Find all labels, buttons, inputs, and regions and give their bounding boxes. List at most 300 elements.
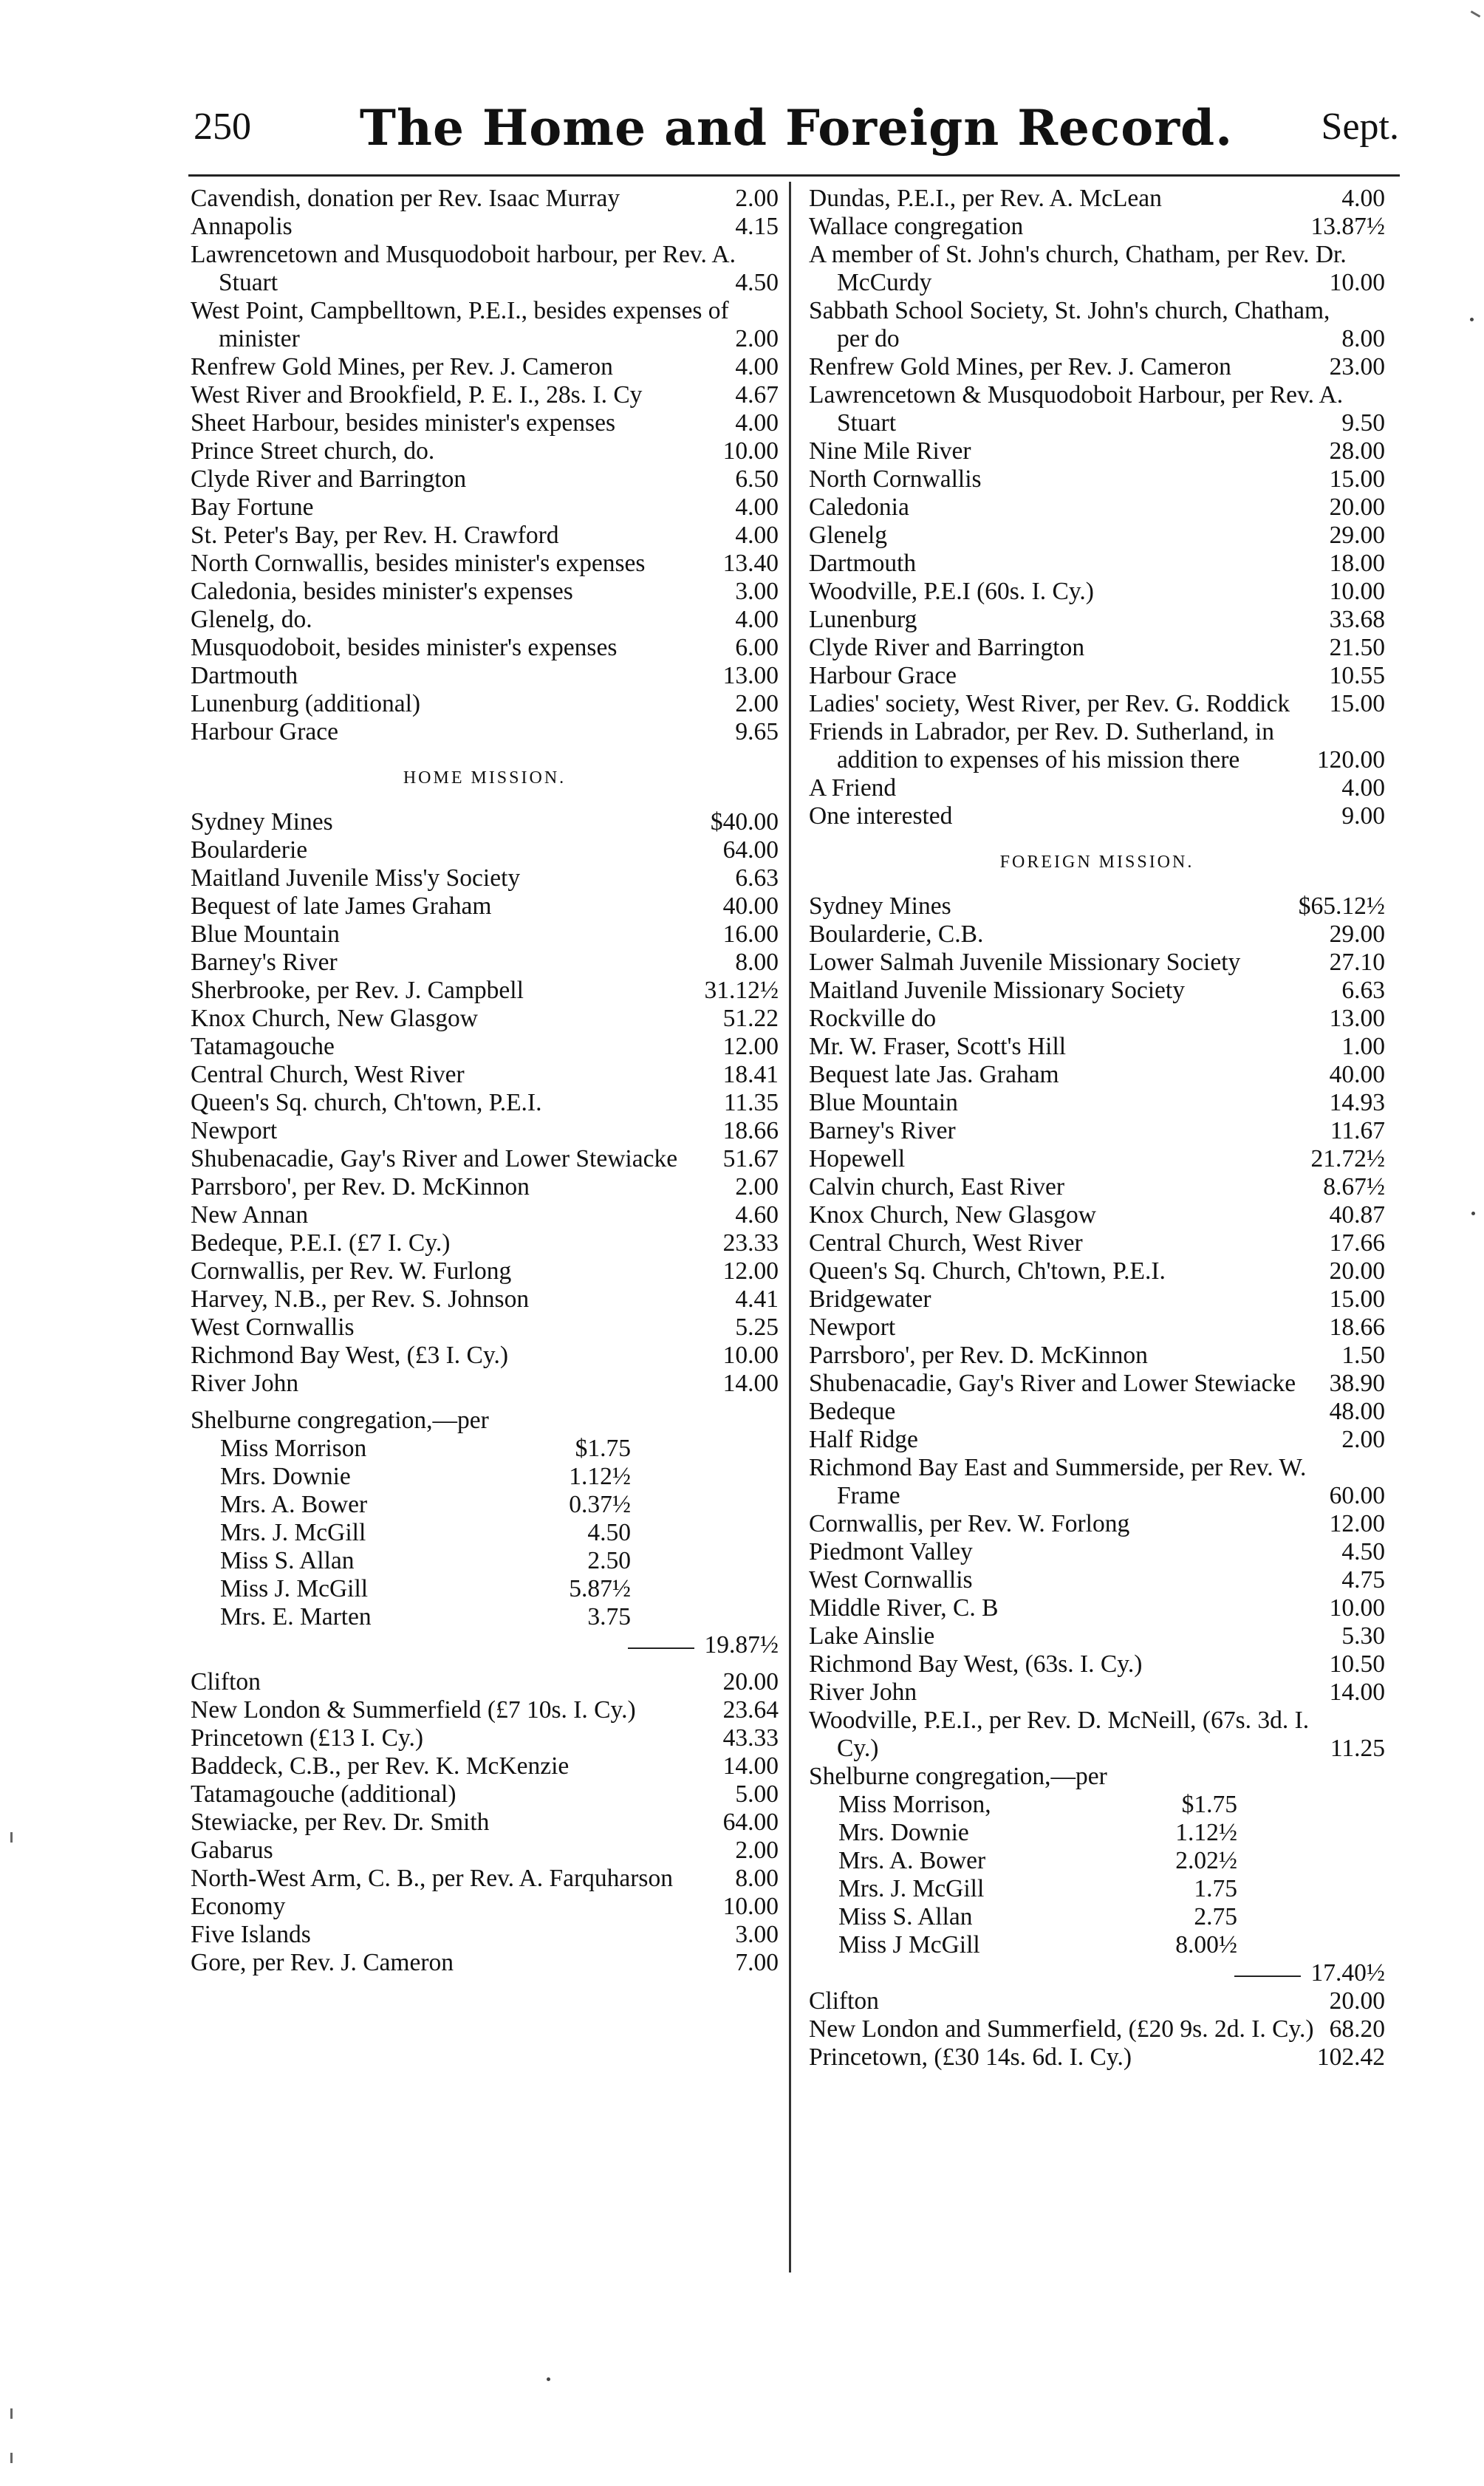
entry-name: Lake Ainslie: [809, 1622, 935, 1650]
entry-amount: 1.00: [1341, 1033, 1385, 1060]
list-item: [809, 1538, 1385, 1566]
entry-amount: 10.00: [1329, 269, 1385, 296]
list-item: [809, 241, 1385, 297]
entry-amount: 14.00: [1329, 1679, 1385, 1706]
list-item: [838, 1931, 1385, 1959]
entry-name: Dundas, P.E.I., per Rev. A. McLean: [809, 185, 1162, 212]
entry-name: Barney's River: [809, 1117, 956, 1144]
entry-amount: 23.64: [722, 1696, 779, 1724]
entry-amount: 27.10: [1329, 949, 1385, 976]
entry-name: Newport: [191, 1117, 278, 1144]
left-top-list: [191, 185, 779, 746]
entry-amount: 2.75: [1194, 1903, 1237, 1930]
entry-amount: 3.75: [587, 1603, 631, 1630]
entry-name: Clifton: [809, 1987, 879, 2015]
entry-amount: 10.00: [722, 437, 779, 465]
entry-amount: 13.00: [722, 662, 779, 689]
entry-amount: 2.00: [735, 1837, 779, 1864]
list-item: [220, 1463, 779, 1491]
entry-amount: 23.00: [1329, 353, 1385, 380]
list-item: [809, 718, 1385, 774]
entry-amount: 14.93: [1329, 1089, 1385, 1116]
entry-name: Parrsboro', per Rev. D. McKinnon: [191, 1173, 530, 1201]
entry-amount: 15.00: [1329, 690, 1385, 717]
list-item: [809, 1005, 1385, 1033]
margin-speck: [1471, 1212, 1475, 1215]
entry-amount: 4.00: [735, 606, 779, 633]
entry-name: North Cornwallis: [809, 465, 982, 493]
list-item: [809, 494, 1385, 522]
list-item: [191, 1089, 779, 1117]
list-item: [809, 1342, 1385, 1370]
list-item: [838, 1875, 1385, 1903]
list-item: [809, 690, 1385, 718]
entry-amount: 8.00: [735, 1865, 779, 1892]
entry-amount: $40.00: [710, 808, 779, 836]
entry-amount: 29.00: [1329, 921, 1385, 948]
entry-amount: 18.00: [1329, 550, 1385, 577]
entry-amount: 12.00: [1329, 1510, 1385, 1537]
list-item: [191, 437, 779, 465]
entry-name: Mrs. Downie: [220, 1463, 351, 1490]
list-item: [809, 1622, 1385, 1650]
entry-name: Hopewell: [809, 1145, 906, 1172]
entry-name: Miss Morrison,: [838, 1791, 991, 1818]
entry-amount: 13.40: [722, 550, 779, 577]
entry-name: Bedeque: [809, 1398, 896, 1425]
entry-amount: 3.00: [735, 1921, 779, 1948]
entry-name: North Cornwallis, besides minister's expenses: [191, 550, 646, 577]
entry-name: Lawrencetown and Musquodoboit harbour, per Rev. A. Stuart: [191, 241, 736, 296]
right-shelburne-list: [809, 1791, 1385, 1959]
entry-amount: 2.00: [735, 1173, 779, 1201]
entry-amount: 28.00: [1329, 437, 1385, 465]
entry-amount: 10.00: [722, 1342, 779, 1369]
list-item: [191, 1285, 779, 1314]
home-mission-heading: HOME MISSION.: [403, 768, 567, 788]
entry-amount: 11.35: [723, 1089, 779, 1116]
list-item: [838, 1903, 1385, 1931]
list-item: [809, 1707, 1385, 1763]
entry-name: Blue Mountain: [809, 1089, 958, 1116]
list-item: [191, 550, 779, 578]
entry-name: A Friend: [809, 774, 897, 802]
entry-name: River John: [191, 1370, 299, 1397]
total-rule: [1234, 1976, 1301, 1977]
list-item: [191, 808, 779, 836]
entry-amount: 29.00: [1329, 522, 1385, 549]
foreign-mission-list: [809, 892, 1385, 1763]
list-item: [809, 185, 1385, 213]
list-item: [191, 1061, 779, 1089]
entry-name: Lunenburg: [809, 606, 917, 633]
entry-name: West Cornwallis: [809, 1566, 973, 1594]
entry-amount: 9.65: [735, 718, 779, 745]
entry-amount: 4.00: [735, 409, 779, 437]
entry-amount: 5.30: [1341, 1622, 1385, 1650]
list-item: [191, 381, 779, 409]
entry-amount: 4.00: [735, 522, 779, 549]
entry-name: Middle River, C. B: [809, 1594, 999, 1622]
list-item: [809, 1257, 1385, 1285]
entry-name: Musquodoboit, besides minister's expenses: [191, 634, 618, 661]
list-item: [220, 1435, 779, 1463]
entry-name: New London and Summerfield, (£20 9s. 2d. I. Cy.): [809, 2015, 1314, 2043]
entry-amount: 4.50: [587, 1519, 631, 1546]
entry-name: Harvey, N.B., per Rev. S. Johnson: [191, 1285, 530, 1313]
entry-name: Nine Mile River: [809, 437, 971, 465]
entry-amount: 2.00: [735, 325, 779, 352]
entry-name: Renfrew Gold Mines, per Rev. J. Cameron: [191, 353, 613, 380]
entry-name: Newport: [809, 1314, 896, 1341]
list-item: [191, 241, 779, 297]
entry-amount: 5.87½: [569, 1575, 631, 1602]
entry-name: Shubenacadie, Gay's River and Lower Stewiacke: [809, 1370, 1296, 1397]
entry-name: New Annan: [191, 1201, 309, 1229]
entry-name: Baddeck, C.B., per Rev. K. McKenzie: [191, 1752, 570, 1780]
right-shelburne-total: 17.40½: [1310, 1959, 1385, 1987]
list-item: [809, 977, 1385, 1005]
entry-amount: $1.75: [1181, 1791, 1237, 1818]
list-item: [191, 1201, 779, 1229]
entry-name: Bay Fortune: [191, 494, 314, 521]
entry-amount: 15.00: [1329, 465, 1385, 493]
list-item: [220, 1575, 779, 1603]
entry-amount: 20.00: [1329, 1257, 1385, 1285]
entry-name: Caledonia: [809, 494, 909, 521]
right-top-list: [809, 185, 1385, 830]
entry-amount: 18.66: [722, 1117, 779, 1144]
entry-amount: 12.00: [722, 1257, 779, 1285]
right-column: [809, 185, 1385, 2072]
entry-name: Boularderie, C.B.: [809, 921, 984, 948]
entry-amount: 2.02½: [1175, 1847, 1237, 1874]
entry-amount: 21.72½: [1310, 1145, 1385, 1172]
list-item: [191, 1921, 779, 1949]
list-item: [809, 1426, 1385, 1454]
entry-name: Gabarus: [191, 1837, 273, 1864]
entry-name: Knox Church, New Glasgow: [809, 1201, 1096, 1229]
page-header: [194, 95, 1399, 161]
entry-amount: 14.00: [722, 1370, 779, 1397]
left-shelburne-list: [191, 1435, 779, 1631]
entry-name: Cornwallis, per Rev. W. Furlong: [191, 1257, 512, 1285]
list-item: [191, 578, 779, 606]
entry-amount: 40.87: [1329, 1201, 1385, 1229]
entry-amount: 13.87½: [1310, 213, 1385, 240]
entry-amount: 33.68: [1329, 606, 1385, 633]
left-shelburne-heading: Shelburne congregation,—per: [191, 1407, 489, 1434]
entry-amount: 20.00: [1329, 1987, 1385, 2015]
entry-amount: 13.00: [1329, 1005, 1385, 1032]
entry-amount: 4.60: [735, 1201, 779, 1229]
entry-name: Glenelg: [809, 522, 888, 549]
entry-amount: 18.66: [1329, 1314, 1385, 1341]
page-month: Sept.: [1321, 106, 1399, 148]
entry-amount: 6.63: [735, 864, 779, 892]
entry-name: Tatamagouche: [191, 1033, 335, 1060]
list-item: [809, 1398, 1385, 1426]
column-divider: [789, 182, 791, 2272]
list-item: [191, 864, 779, 892]
entry-name: Central Church, West River: [191, 1061, 465, 1088]
corner-mark: [1471, 10, 1481, 18]
entry-amount: 10.00: [1329, 578, 1385, 605]
list-item: [809, 353, 1385, 381]
entry-amount: 17.66: [1329, 1229, 1385, 1257]
entry-amount: 1.12½: [569, 1463, 631, 1490]
entry-name: Parrsboro', per Rev. D. McKinnon: [809, 1342, 1148, 1369]
list-item: [191, 297, 779, 353]
home-mission-list: [191, 808, 779, 1398]
margin-speck: [10, 2408, 13, 2419]
list-item: [809, 1089, 1385, 1117]
entry-name: Harbour Grace: [191, 718, 338, 745]
entry-name: Princetown, (£30 14s. 6d. I. Cy.): [809, 2043, 1132, 2071]
list-item: [809, 1173, 1385, 1201]
right-shelburne-heading: Shelburne congregation,—per: [809, 1763, 1107, 1790]
list-item: [809, 1566, 1385, 1594]
list-item: [220, 1547, 779, 1575]
left-after-list: [191, 1668, 779, 1977]
entry-name: Bridgewater: [809, 1285, 931, 1313]
entry-name: Lunenburg (additional): [191, 690, 421, 717]
list-item: [191, 213, 779, 241]
left-shelburne-total-row: [191, 1631, 779, 1659]
entry-name: Queen's Sq. Church, Ch'town, P.E.I.: [809, 1257, 1166, 1285]
list-item: [191, 494, 779, 522]
list-item: [809, 1454, 1385, 1510]
entry-name: Mrs. E. Marten: [220, 1603, 372, 1630]
entry-name: Wallace congregation: [809, 213, 1024, 240]
margin-speck: [547, 2377, 550, 2381]
entry-amount: 6.50: [735, 465, 779, 493]
entry-name: Glenelg, do.: [191, 606, 312, 633]
entry-name: Rockville do: [809, 1005, 937, 1032]
list-item: [809, 921, 1385, 949]
entry-name: Miss J. McGill: [220, 1575, 369, 1602]
entry-name: Sheet Harbour, besides minister's expenses: [191, 409, 615, 437]
header-rule: [188, 174, 1400, 177]
entry-name: Annapolis: [191, 213, 293, 240]
entry-name: Lawrencetown & Musquodoboit Harbour, per Rev. A. Stuart: [809, 381, 1344, 437]
entry-amount: 102.42: [1316, 2043, 1385, 2071]
list-item: [191, 1314, 779, 1342]
list-item: [191, 1005, 779, 1033]
entry-name: Clyde River and Barrington: [809, 634, 1085, 661]
entry-name: West River and Brookfield, P. E. I., 28s. I. Cy: [191, 381, 643, 409]
entry-name: Dartmouth: [809, 550, 917, 577]
list-item: [809, 1117, 1385, 1145]
entry-amount: 20.00: [1329, 494, 1385, 521]
list-item: [191, 1949, 779, 1977]
entry-amount: 4.00: [1341, 774, 1385, 802]
list-item: [191, 1257, 779, 1285]
list-item: [809, 1510, 1385, 1538]
entry-name: Five Islands: [191, 1921, 311, 1948]
entry-name: New London & Summerfield (£7 10s. I. Cy.): [191, 1696, 636, 1724]
entry-name: Central Church, West River: [809, 1229, 1083, 1257]
entry-amount: 0.37½: [569, 1491, 631, 1518]
entry-amount: 10.50: [1329, 1650, 1385, 1678]
entry-name: Miss S. Allan: [220, 1547, 355, 1574]
entry-name: Sabbath School Society, St. John's church, Chatham, per do: [809, 297, 1330, 352]
entry-name: Richmond Bay West, (63s. I. Cy.): [809, 1650, 1143, 1678]
entry-amount: 2.00: [735, 690, 779, 717]
entry-name: Queen's Sq. church, Ch'town, P.E.I.: [191, 1089, 542, 1116]
entry-name: Mrs. J. McGill: [220, 1519, 366, 1546]
entry-name: Cornwallis, per Rev. W. Forlong: [809, 1510, 1130, 1537]
list-item: [838, 1847, 1385, 1875]
list-item: [809, 949, 1385, 977]
entry-amount: 40.00: [722, 892, 779, 920]
entry-amount: 12.00: [722, 1033, 779, 1060]
entry-name: Harbour Grace: [809, 662, 957, 689]
entry-name: North-West Arm, C. B., per Rev. A. Farquharson: [191, 1865, 673, 1892]
entry-amount: 43.33: [722, 1724, 779, 1752]
entry-amount: 9.50: [1341, 409, 1385, 437]
right-shelburne-total-row: [809, 1959, 1385, 1987]
list-item: [809, 1145, 1385, 1173]
left-column: [191, 185, 779, 1977]
entry-amount: 64.00: [722, 1809, 779, 1836]
list-item: [191, 634, 779, 662]
entry-amount: 8.00½: [1175, 1931, 1237, 1959]
list-item: [809, 550, 1385, 578]
entry-amount: 31.12½: [704, 977, 779, 1004]
entry-name: Renfrew Gold Mines, per Rev. J. Cameron: [809, 353, 1231, 380]
margin-speck: [10, 2453, 13, 2463]
page-title: The Home and Foreign Record.: [359, 99, 1234, 157]
list-item: [809, 1201, 1385, 1229]
list-item: [809, 437, 1385, 465]
list-item: [809, 1033, 1385, 1061]
entry-amount: 16.00: [722, 921, 779, 948]
list-item: [809, 634, 1385, 662]
entry-name: Richmond Bay West, (£3 I. Cy.): [191, 1342, 508, 1369]
list-item: [191, 1724, 779, 1752]
entry-name: Sherbrooke, per Rev. J. Campbell: [191, 977, 524, 1004]
list-item: [191, 522, 779, 550]
list-item: [838, 1791, 1385, 1819]
list-item: [191, 1117, 779, 1145]
entry-amount: 4.50: [1341, 1538, 1385, 1565]
entry-amount: 4.41: [735, 1285, 779, 1313]
entry-name: West Cornwallis: [191, 1314, 355, 1341]
entry-amount: 10.00: [1329, 1594, 1385, 1622]
entry-amount: 15.00: [1329, 1285, 1385, 1313]
list-item: [191, 718, 779, 746]
entry-name: Bedeque, P.E.I. (£7 I. Cy.): [191, 1229, 451, 1257]
entry-name: Mrs. A. Bower: [220, 1491, 368, 1518]
entry-name: Boularderie: [191, 836, 308, 864]
list-item: [191, 1696, 779, 1724]
foreign-mission-heading: FOREIGN MISSION.: [999, 853, 1194, 872]
entry-name: Cavendish, donation per Rev. Isaac Murray: [191, 185, 620, 212]
entry-amount: 11.67: [1330, 1117, 1385, 1144]
entry-amount: 38.90: [1329, 1370, 1385, 1397]
entry-name: Bequest of late James Graham: [191, 892, 492, 920]
entry-amount: 40.00: [1329, 1061, 1385, 1088]
entry-name: Maitland Juvenile Miss'y Society: [191, 864, 521, 892]
entry-amount: 23.33: [722, 1229, 779, 1257]
list-item: [191, 690, 779, 718]
list-item: [191, 949, 779, 977]
entry-amount: 4.15: [735, 213, 779, 240]
entry-name: Miss S. Allan: [838, 1903, 973, 1930]
entry-amount: 7.00: [735, 1949, 779, 1976]
entry-amount: $65.12½: [1298, 892, 1385, 920]
entry-name: Half Ridge: [809, 1426, 918, 1453]
entry-name: Clifton: [191, 1668, 261, 1696]
list-item: [191, 921, 779, 949]
list-item: [809, 1650, 1385, 1679]
margin-speck: [1470, 318, 1474, 321]
entry-amount: 4.00: [735, 494, 779, 521]
list-item: [220, 1491, 779, 1519]
entry-name: A member of St. John's church, Chatham, per Rev. Dr. McCurdy: [809, 241, 1347, 296]
entry-name: River John: [809, 1679, 917, 1706]
list-item: [809, 662, 1385, 690]
list-item: [809, 578, 1385, 606]
entry-amount: 4.00: [1341, 185, 1385, 212]
list-item: [809, 465, 1385, 494]
list-item: [191, 1780, 779, 1809]
entry-amount: 120.00: [1316, 746, 1385, 774]
list-item: [809, 1679, 1385, 1707]
entry-amount: 2.00: [735, 185, 779, 212]
list-item: [191, 1370, 779, 1398]
entry-name: Piedmont Valley: [809, 1538, 973, 1565]
entry-amount: 51.67: [722, 1145, 779, 1172]
list-item: [809, 522, 1385, 550]
list-item: [809, 774, 1385, 802]
entry-amount: 8.00: [1341, 325, 1385, 352]
entry-name: Lower Salmah Juvenile Missionary Society: [809, 949, 1241, 976]
list-item: [191, 892, 779, 921]
entry-amount: 2.50: [587, 1547, 631, 1574]
list-item: [809, 1987, 1385, 2015]
entry-name: Woodville, P.E.I (60s. I. Cy.): [809, 578, 1094, 605]
entry-amount: 5.25: [735, 1314, 779, 1341]
entry-name: Stewiacke, per Rev. Dr. Smith: [191, 1809, 490, 1836]
list-item: [809, 892, 1385, 921]
entry-name: Bequest late Jas. Graham: [809, 1061, 1059, 1088]
list-item: [838, 1819, 1385, 1847]
entry-name: Ladies' society, West River, per Rev. G. Roddick: [809, 690, 1290, 717]
right-after-list: [809, 1987, 1385, 2072]
list-item: [809, 213, 1385, 241]
entry-amount: 1.12½: [1175, 1819, 1237, 1846]
entry-name: Sydney Mines: [191, 808, 333, 836]
entry-amount: 6.63: [1341, 977, 1385, 1004]
entry-amount: 3.00: [735, 578, 779, 605]
entry-amount: 5.00: [735, 1780, 779, 1808]
entry-name: Blue Mountain: [191, 921, 340, 948]
entry-name: West Point, Campbelltown, P.E.I., besides expenses of minister: [191, 297, 729, 352]
total-rule: [628, 1647, 694, 1649]
entry-amount: 9.00: [1341, 802, 1385, 830]
list-item: [809, 1285, 1385, 1314]
entry-name: Shubenacadie, Gay's River and Lower Stewiacke: [191, 1145, 678, 1172]
entry-amount: 4.50: [735, 269, 779, 296]
list-item: [191, 977, 779, 1005]
entry-name: Barney's River: [191, 949, 338, 976]
entry-amount: 8.00: [735, 949, 779, 976]
entry-name: Calvin church, East River: [809, 1173, 1065, 1201]
list-item: [191, 1837, 779, 1865]
list-item: [191, 836, 779, 864]
